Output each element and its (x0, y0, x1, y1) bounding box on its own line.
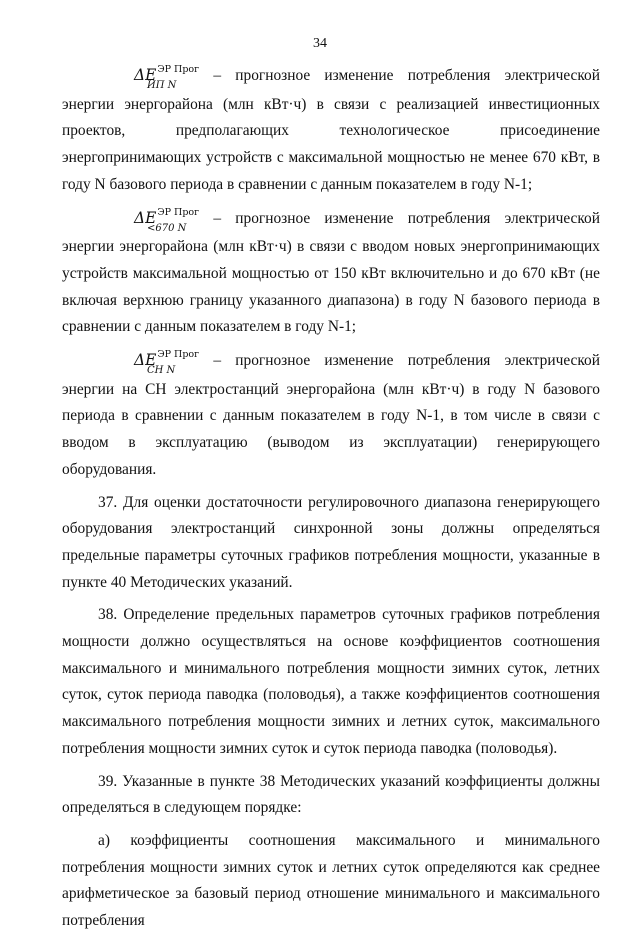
definition-text: – прогнозное изменение потребления электрической энергии энергорайона (млн кВт·ч) в связи с реализацией инвестиционных проектов, предполагающих технологическое присоединение энергопринимающих устройств с максимальной мощностью не менее 670 кВт, в году N базового периода в сравнении с данным показателем в году N-1; (62, 67, 600, 193)
formula-symbol (98, 62, 199, 92)
definition-item (62, 62, 600, 199)
symbol-base: ΔE (134, 208, 157, 227)
document-body (62, 62, 600, 935)
paragraph-38: 38. Определение предельных параметров суточных графиков потребления мощности должно осуществляться на основе коэффициентов соотношения максимального и минимального потребления мощности зимних суток, летних суток, суток периода паводка (половодья), а также коэффициентов соотношения максимального потребления мощности зимних и летних суток, максимального потребления мощности зимних суток и суток периода паводка (половодья). (62, 606, 600, 757)
paragraph-39a: а) коэффициенты соотношения максимального и минимального потребления мощности зимних суток и летних суток определяются как среднее арифметическое за базовый период отношение минимального и максимального потребления (62, 831, 600, 930)
definition-item (62, 205, 600, 342)
symbol-subscript: ИП N (147, 80, 177, 91)
symbol-subscript: <670 N (147, 222, 187, 234)
paragraph-37: 37. Для оценки достаточности регулировочного диапазона генерирующего оборудования электростанций синхронной зоны должны определяться предельные параметры суточных графиков потребления мощности, указанные в пункте 40 Методических указаний. (62, 493, 600, 591)
definition-text: – прогнозное изменение потребления электрической энергии на СН электростанций энергорайона (млн кВт·ч) в году N базового периода в сравнении с данным показателем в году N-1, в том числе в связи с вводом в эксплуатацию (выводом из эксплуатации) генерирующего оборудования. (62, 352, 600, 478)
symbol-base: ΔE (134, 351, 157, 370)
formula-symbol (98, 347, 199, 377)
definition-item (62, 347, 600, 484)
paragraph-39: 39. Указанные в пункте 38 Методических указаний коэффициенты должны определяться в следующем порядке: (62, 772, 600, 817)
symbol-superscript: ЭР Прог (157, 64, 200, 75)
symbol-subscript: СН N (147, 365, 176, 377)
symbol-base: ΔE (134, 66, 157, 84)
symbol-superscript: ЭР Прог (157, 206, 200, 218)
symbol-superscript: ЭР Прог (157, 349, 200, 361)
formula-symbol (98, 205, 199, 235)
page-number: 34 (313, 36, 327, 51)
definition-text: – прогнозное изменение потребления электрической энергии энергорайона (млн кВт·ч) в связи с вводом новых энергопринимающих устройств максимальной мощностью от 150 кВт включительно и до 670 кВт (не включая верхнюю границу указанного диапазона) в году N базового периода в сравнении с данным показателем в году N-1; (62, 209, 600, 336)
